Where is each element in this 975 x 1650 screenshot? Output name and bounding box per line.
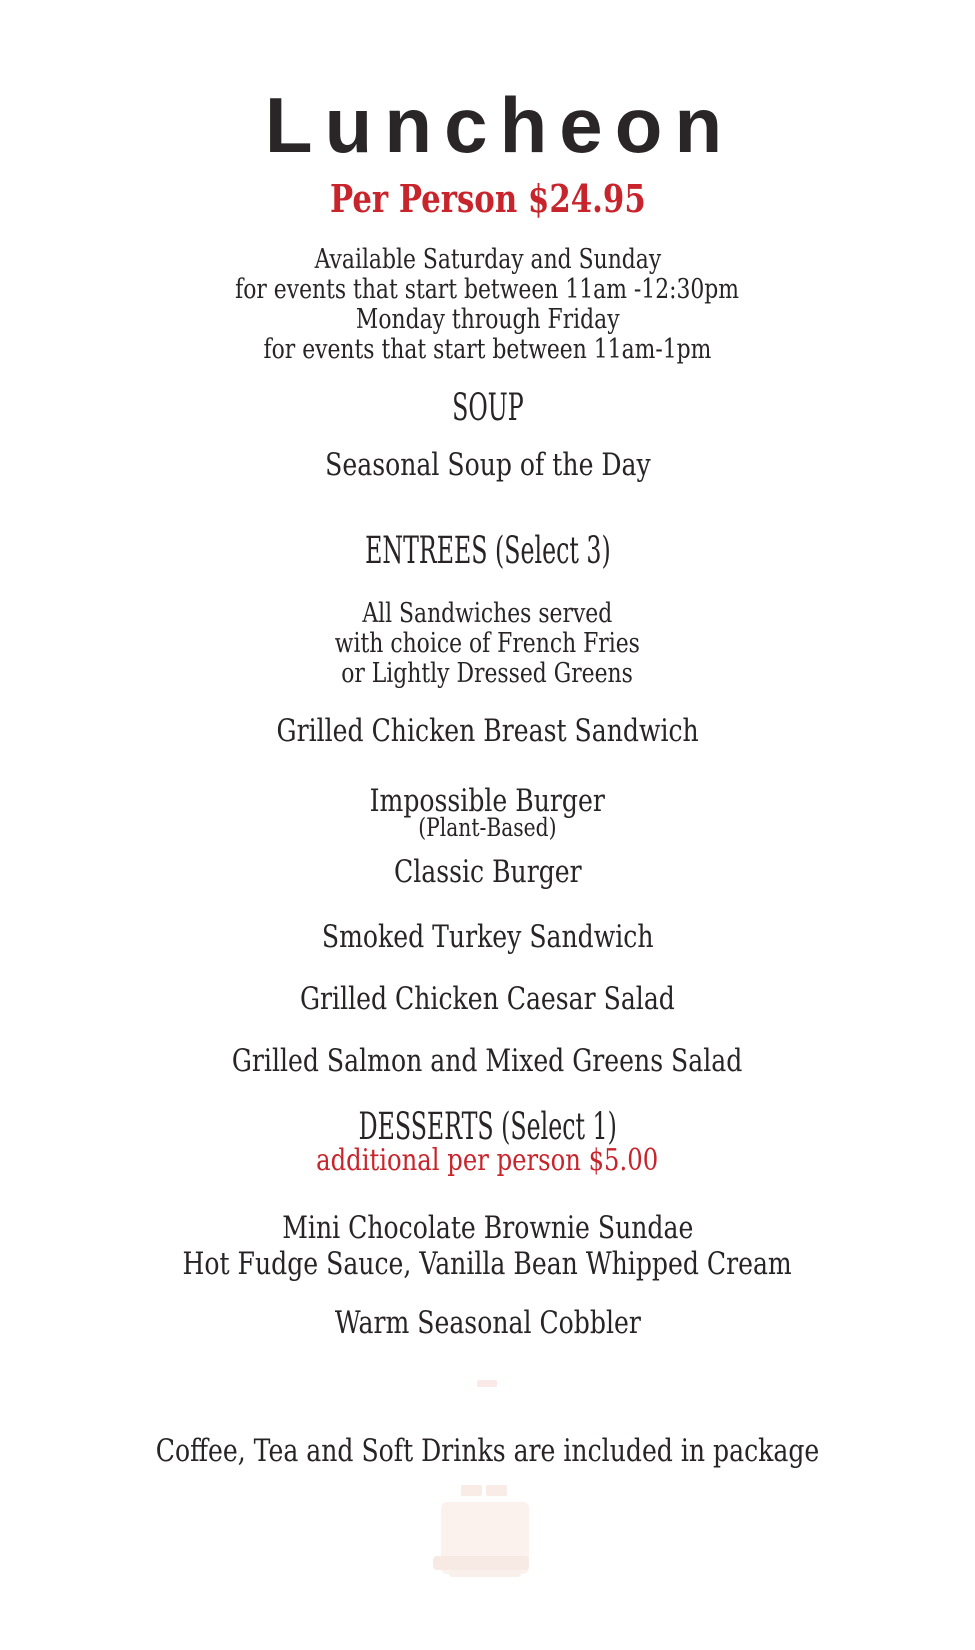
section-header-soup-text: SOUP	[451, 386, 524, 429]
watermark-shape-tab2	[486, 1485, 507, 1496]
menu-item-text: Classic Burger	[393, 854, 582, 890]
menu-item-text: Impossible Burger	[369, 783, 606, 819]
availability-text-4: for events that start between 11am-1pm	[263, 334, 712, 365]
entrees-note-line-2	[0, 630, 975, 657]
entrees-note-line-3	[0, 660, 975, 687]
menu-item-text: Grilled Chicken Caesar Salad	[300, 981, 675, 1017]
menu-item-seasonal-soup	[0, 447, 975, 483]
section-header-entrees-text: ENTREES (Select 3)	[364, 529, 611, 572]
price-per-person	[0, 176, 975, 221]
availability-line-2	[0, 276, 975, 303]
availability-line-4	[0, 336, 975, 363]
section-header-desserts	[0, 1105, 975, 1148]
watermark-dash	[477, 1380, 497, 1387]
menu-item-text: Warm Seasonal Cobbler	[334, 1305, 641, 1341]
menu-item-mini-chocolate-brownie-sundae	[0, 1210, 975, 1246]
menu-item-text: Smoked Turkey Sandwich	[321, 919, 654, 955]
footer-beverages-text: Coffee, Tea and Soft Drinks are included in package	[155, 1433, 820, 1469]
section-header-soup	[0, 386, 975, 429]
availability-text-2: for events that start between 11am -12:30pm	[235, 274, 740, 305]
availability-line-1	[0, 246, 975, 273]
menu-item-text: Grilled Salmon and Mixed Greens Salad	[232, 1043, 743, 1079]
menu-item-subtext: Hot Fudge Sauce, Vanilla Bean Whipped Cream	[182, 1246, 793, 1282]
menu-item-text: Seasonal Soup of the Day	[324, 447, 651, 483]
watermark-shape-tab1	[461, 1485, 482, 1496]
menu-item-text: Mini Chocolate Brownie Sundae	[281, 1210, 694, 1246]
menu-item-brownie-sundae-description	[0, 1246, 975, 1282]
page-title-text: Luncheon	[264, 81, 735, 169]
footer-beverages-note	[0, 1433, 975, 1469]
entrees-note-text-1: All Sandwiches served	[362, 598, 613, 629]
entrees-note-text-2: with choice of French Fries	[334, 628, 641, 659]
watermark-shape-foot2	[449, 1570, 521, 1577]
availability-text-1: Available Saturday and Sunday	[314, 244, 661, 275]
menu-item-subtext: (Plant-Based)	[418, 813, 557, 842]
menu-item-grilled-chicken-caesar-salad	[0, 981, 975, 1017]
menu-item-grilled-salmon-mixed-greens-salad	[0, 1043, 975, 1079]
menu-item-grilled-chicken-breast-sandwich	[0, 713, 975, 749]
entrees-note-line-1	[0, 600, 975, 627]
menu-item-warm-seasonal-cobbler	[0, 1305, 975, 1341]
desserts-surcharge-text: additional per person $5.00	[316, 1143, 659, 1178]
section-header-entrees	[0, 529, 975, 572]
menu-item-classic-burger	[0, 854, 975, 890]
availability-text-3: Monday through Friday	[355, 304, 620, 335]
menu-item-text: Grilled Chicken Breast Sandwich	[276, 713, 699, 749]
menu-item-impossible-burger-note	[0, 815, 975, 840]
entrees-note-text-3: or Lightly Dressed Greens	[341, 658, 634, 689]
page-title	[0, 81, 975, 169]
watermark-shape-foot	[433, 1556, 529, 1570]
desserts-surcharge-note	[0, 1143, 975, 1178]
section-header-desserts-text: DESSERTS (Select 1)	[358, 1105, 617, 1148]
menu-item-smoked-turkey-sandwich	[0, 919, 975, 955]
availability-line-3	[0, 306, 975, 333]
price-per-person-text: Per Person $24.95	[329, 176, 646, 221]
